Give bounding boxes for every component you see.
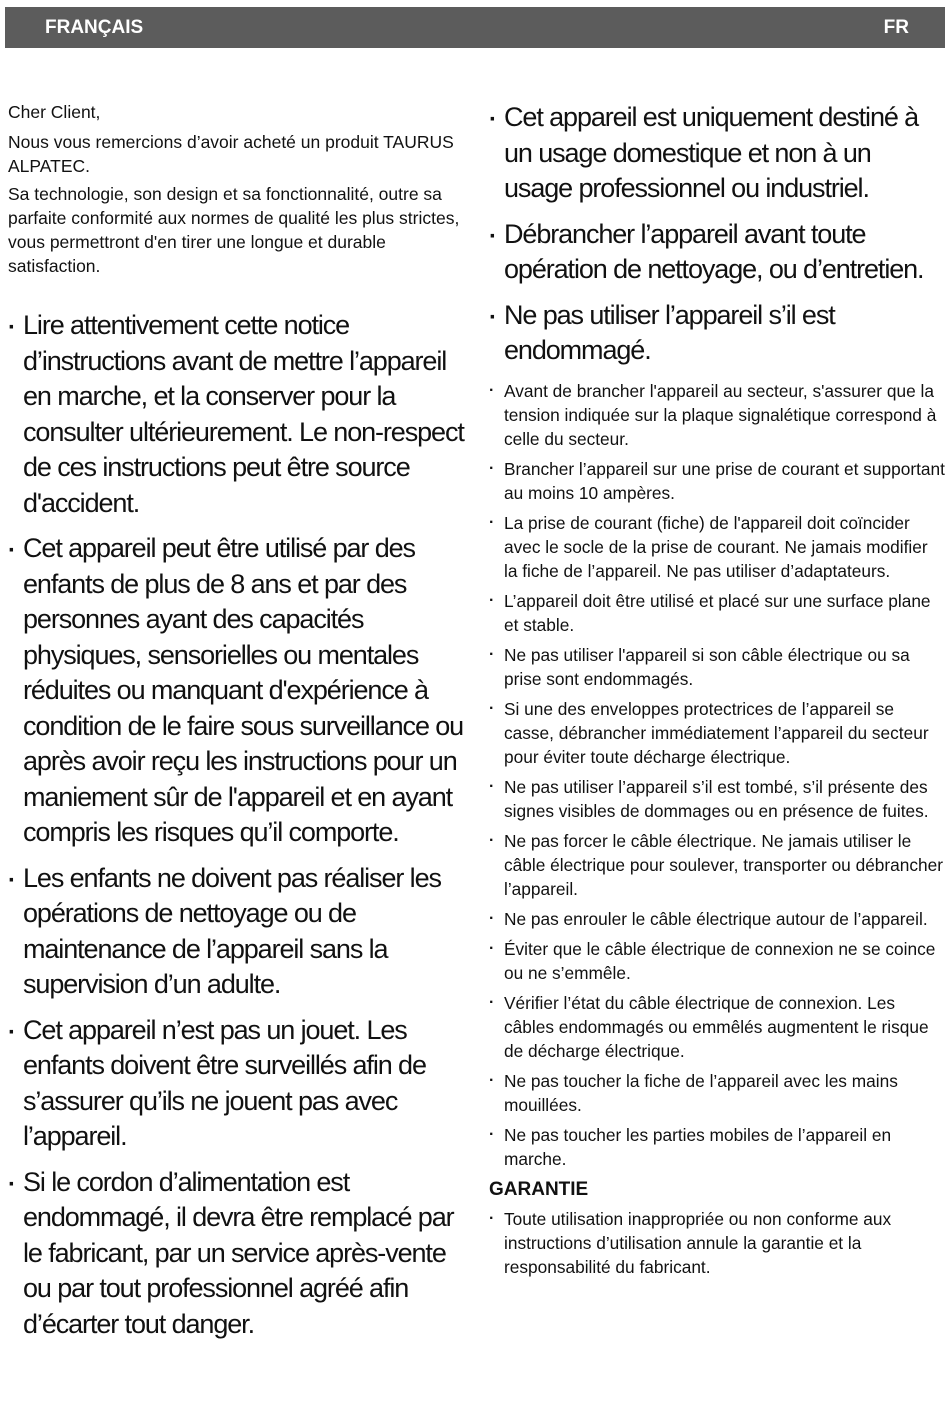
warranty-list: [489, 1207, 945, 1279]
list-item: · Ne pas toucher la fiche de l’appareil avec les mains mouillées.: [489, 1069, 945, 1117]
list-item: · Si une des enveloppes protectrices de l’appareil se casse, débrancher immédiatement l’appareil du secteur pour éviter toute décharge électrique.: [489, 697, 945, 769]
warranty-title: GARANTIE: [489, 1178, 589, 1200]
list-item: · Ne pas toucher les parties mobiles de l’appareil en marche.: [489, 1123, 945, 1171]
salutation: Cher Client,: [8, 102, 101, 122]
list-item: · Éviter que le câble électrique de connexion ne se coince ou ne s’emmêle.: [489, 937, 945, 985]
intro-paragraph-1: Nous vous remercions d’avoir acheté un produit TAURUS ALPATEC.: [8, 132, 454, 176]
list-item: · La prise de courant (fiche) de l'appareil doit coïncider avec le socle de la prise de courant. Ne jamais modifier la fiche de l’appareil. Ne pas utiliser d’adaptateurs.: [489, 511, 945, 583]
list-item: · Avant de brancher l'appareil au secteur, s'assurer que la tension indiquée sur la plaque signalétique correspond à celle du secteur.: [489, 379, 945, 451]
list-item: · Si le cordon d’alimentation est endommagé, il devra être remplacé par le fabricant, par un service après-vente ou par tout professionnel agréé afin d’écarter tout danger.: [8, 1165, 468, 1343]
language-code: FR: [883, 17, 909, 38]
list-item: · Ne pas utiliser l’appareil s’il est endommagé.: [489, 298, 945, 369]
page-header: [5, 7, 945, 48]
left-column: [8, 100, 468, 1352]
list-item: · Ne pas enrouler le câble électrique autour de l’appareil.: [489, 907, 945, 931]
list-item: · Cet appareil n’est pas un jouet. Les enfants doivent être surveillés afin de s’assurer qu’ils ne jouent pas avec l’appareil.: [8, 1013, 468, 1155]
list-item: · Toute utilisation inappropriée ou non conforme aux instructions d’utilisation annule la garantie et la responsabilité du fabricant.: [489, 1207, 945, 1279]
list-item: · Lire attentivement cette notice d’instructions avant de mettre l’appareil en marche, et la conserver pour la consulter ultérieurement. Le non-respect de ces instructions peut être source d'accident.: [8, 308, 468, 521]
right-column: [489, 100, 945, 1285]
intro: [8, 100, 468, 278]
list-item: · Ne pas forcer le câble électrique. Ne jamais utiliser le câble électrique pour soulever, transporter ou débrancher l’appareil.: [489, 829, 945, 901]
language-label: FRANÇAIS: [45, 17, 144, 38]
left-safety-list: [8, 308, 468, 1342]
list-item: · Débrancher l’appareil avant toute opération de nettoyage, ou d’entretien.: [489, 217, 945, 288]
list-item: · Vérifier l’état du câble électrique de connexion. Les câbles endommagés ou emmêlés augmentent le risque de décharge électrique.: [489, 991, 945, 1063]
list-item: · Brancher l’appareil sur une prise de courant et supportant au moins 10 ampères.: [489, 457, 945, 505]
right-important-list: [489, 100, 945, 369]
list-item: · Cet appareil peut être utilisé par des enfants de plus de 8 ans et par des personnes ayant des capacités physiques, sensorielles ou mentales réduites ou manquant d'expérience à condition de le faire sous surveillance ou après avoir reçu les instructions pour un maniement sûr de l'appareil et en ayant compris les risques qu’il comporte.: [8, 531, 468, 851]
list-item: · Ne pas utiliser l'appareil si son câble électrique ou sa prise sont endommagés.: [489, 643, 945, 691]
list-item: · Ne pas utiliser l’appareil s’il est tombé, s’il présente des signes visibles de dommages ou en présence de fuites.: [489, 775, 945, 823]
list-item: · Les enfants ne doivent pas réaliser les opérations de nettoyage ou de maintenance de l’appareil sans la supervision d’un adulte.: [8, 861, 468, 1003]
list-item: · L’appareil doit être utilisé et placé sur une surface plane et stable.: [489, 589, 945, 637]
right-safety-list: [489, 379, 945, 1171]
intro-paragraph-2: Sa technologie, son design et sa fonctionnalité, outre sa parfaite conformité aux normes de qualité les plus strictes, vous permettront d'en tirer une longue et durable satisfaction.: [8, 184, 460, 276]
list-item: · Cet appareil est uniquement destiné à un usage domestique et non à un usage professionnel ou industriel.: [489, 100, 945, 207]
